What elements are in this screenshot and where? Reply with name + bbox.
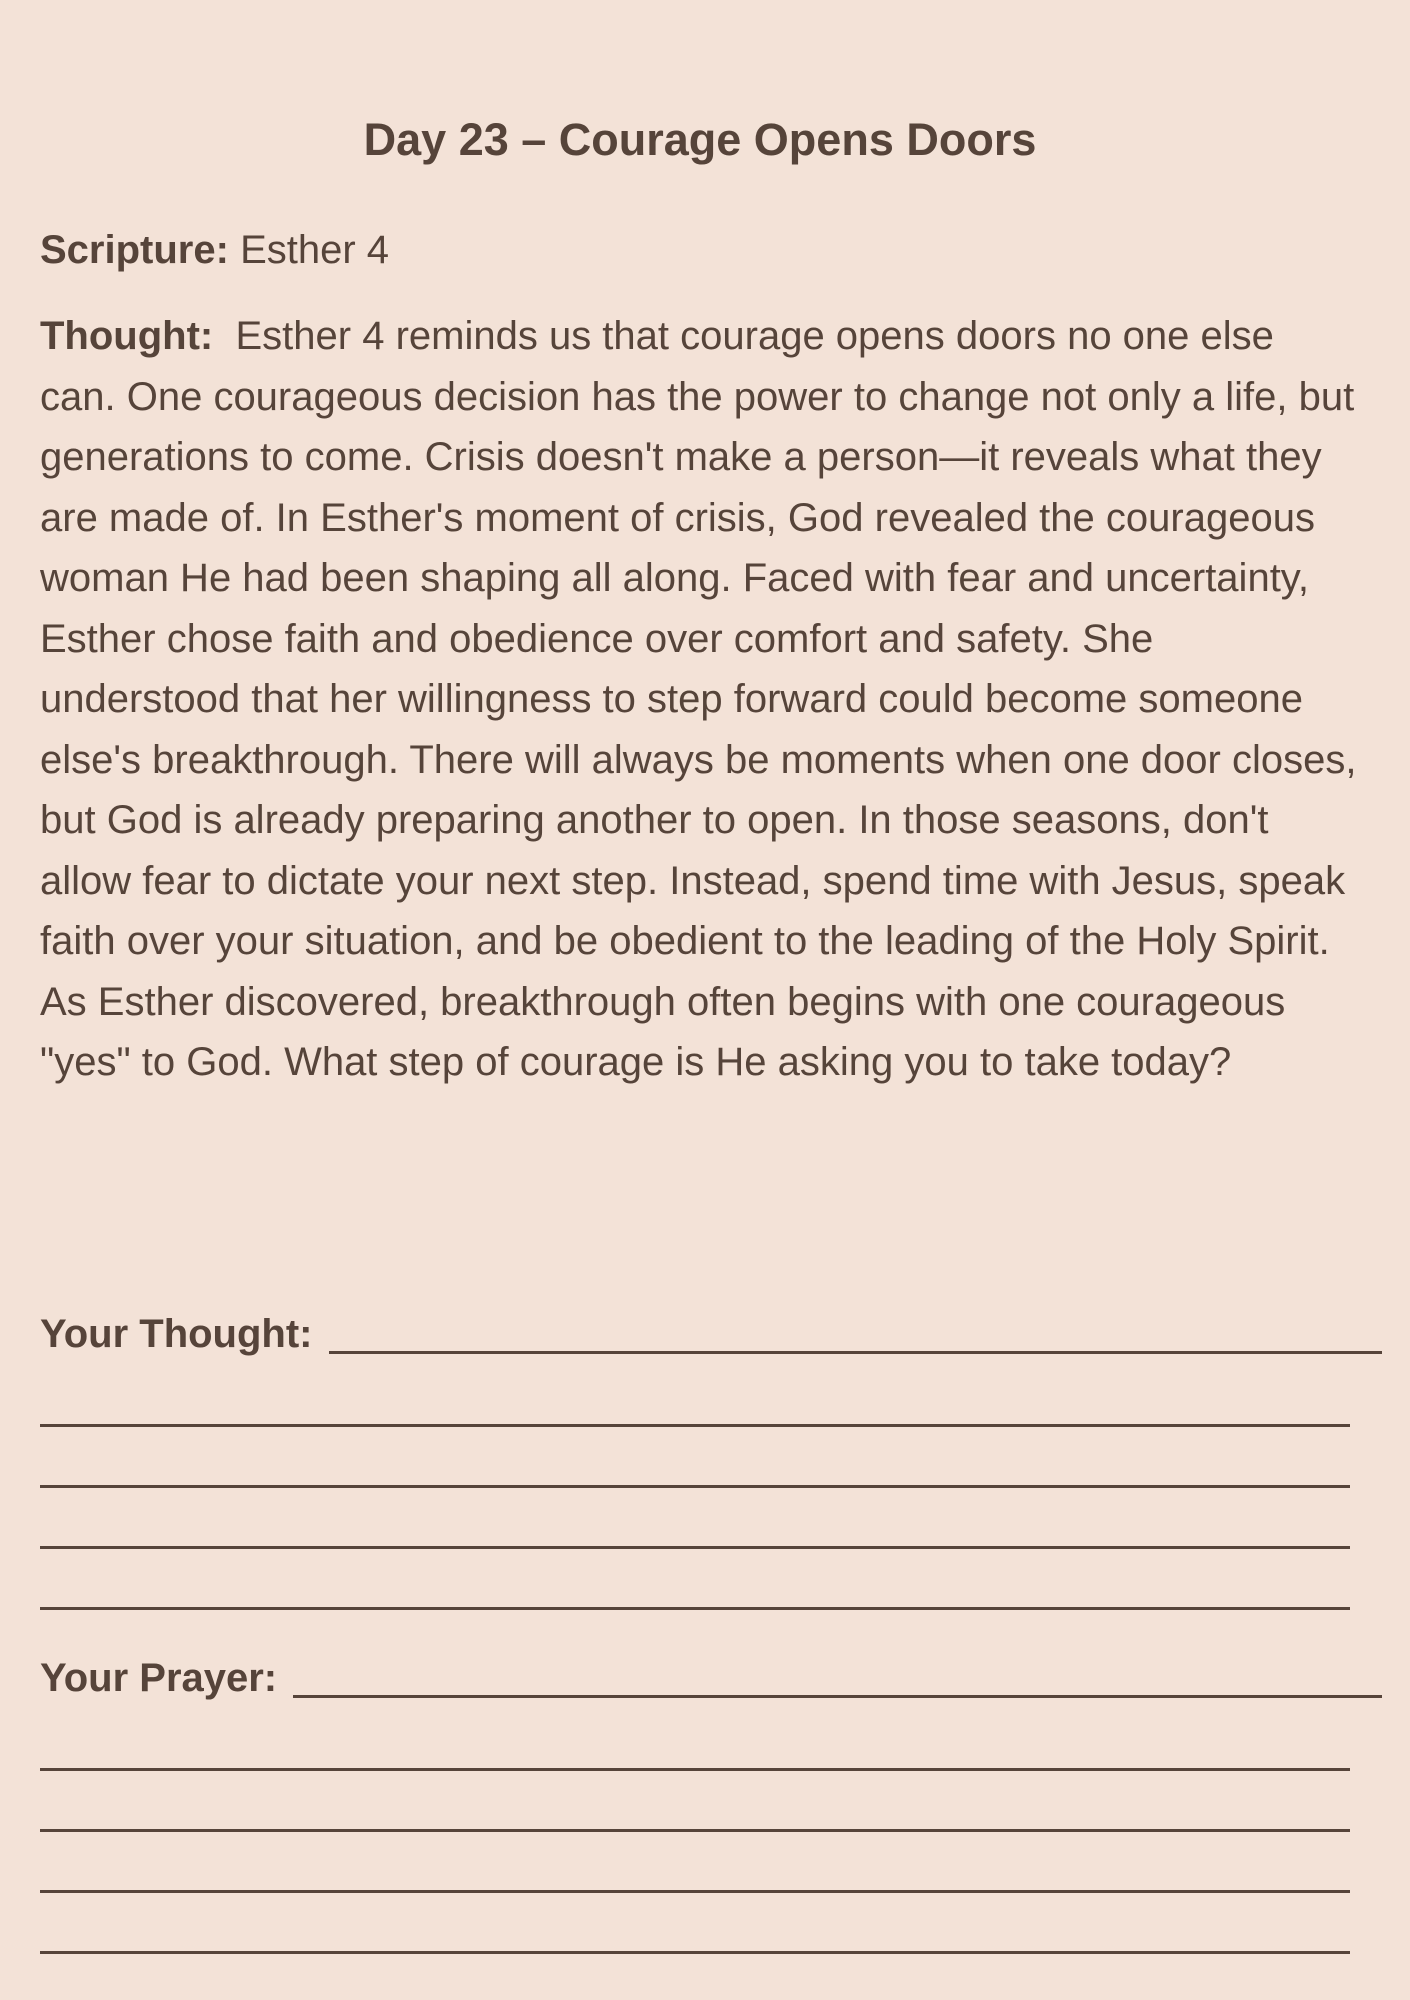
- scripture-label: Scripture:: [40, 228, 229, 272]
- scripture-line: [40, 218, 1360, 282]
- your-prayer-write-line[interactable]: [40, 1829, 1350, 1832]
- thought-paragraph: [40, 306, 1360, 1093]
- your-prayer-label: Your Prayer:: [40, 1656, 278, 1700]
- devotional-page: [40, 0, 1360, 2000]
- thought-label: Thought:: [40, 314, 214, 358]
- your-prayer-write-line[interactable]: [40, 1768, 1350, 1771]
- scripture-reference: Esther 4: [240, 228, 390, 272]
- your-prayer-write-line[interactable]: [40, 1890, 1350, 1893]
- your-thought-first-row: [40, 1302, 1360, 1366]
- your-thought-write-line[interactable]: [40, 1607, 1350, 1610]
- your-prayer-section: [40, 1646, 1360, 1954]
- your-thought-write-line[interactable]: [40, 1546, 1350, 1549]
- your-prayer-write-line[interactable]: [40, 1951, 1350, 1954]
- your-thought-section: [40, 1302, 1360, 1610]
- thought-text: Esther 4 reminds us that courage opens doors no one else can. One courageous decision has the power to change not only a life, but generations to come. Crisis doesn't make a person—it reveals what they are made of. In Esther's moment of crisis, God revealed the courageous woman He had been shaping all along. Faced with fear and uncertainty, Esther chose faith and obedience over comfort and safety. She understood that her willingness to step forward could become someone else's breakthrough. There will always be moments when one door closes, but God is already preparing another to open. In those seasons, don't allow fear to dictate your next step. Instead, spend time with Jesus, speak faith over your situation, and be obedient to the leading of the Holy Spirit. As Esther discovered, breakthrough often begins with one courageous "yes" to God. What step of courage is He asking you to take today?: [40, 314, 1357, 1084]
- your-thought-write-line[interactable]: [40, 1424, 1350, 1427]
- your-thought-label: Your Thought:: [40, 1312, 313, 1356]
- your-prayer-first-row: [40, 1646, 1360, 1710]
- page-title: Day 23 – Courage Opens Doors: [363, 114, 1037, 165]
- your-thought-write-line[interactable]: [329, 1351, 1383, 1354]
- your-prayer-write-line[interactable]: [293, 1695, 1382, 1698]
- your-thought-write-line[interactable]: [40, 1485, 1350, 1488]
